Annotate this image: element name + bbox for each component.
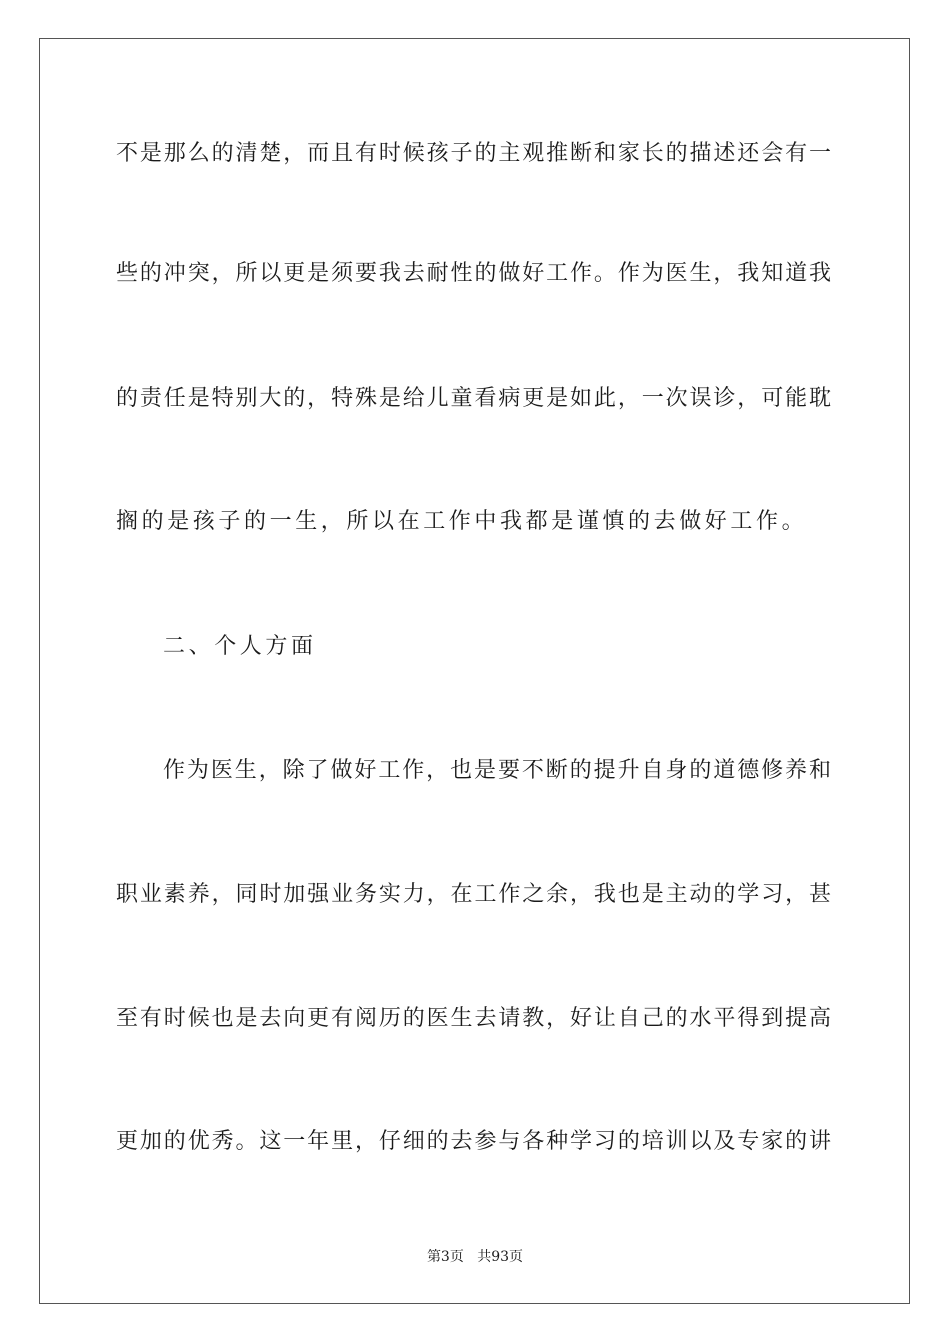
page-frame	[39, 38, 910, 1304]
page-footer	[0, 1247, 950, 1267]
body-line-2: 些的冲突，所以更是须要我去耐性的做好工作。作为医生，我知道我	[116, 261, 832, 286]
body-line-7: 职业素养，同时加强业务实力，在工作之余，我也是主动的学习，甚	[116, 882, 832, 907]
current-page-label: 第3页	[426, 1249, 464, 1265]
body-line-8: 至有时候也是去向更有阅历的医生去请教，好让自己的水平得到提高	[116, 1006, 832, 1031]
total-pages-label: 共93页	[477, 1249, 524, 1265]
body-line-6: 作为医生，除了做好工作，也是要不断的提升自身的道德修养和	[163, 758, 832, 783]
body-line-3: 的责任是特别大的，特殊是给儿童看病更是如此，一次误诊，可能耽	[116, 386, 832, 411]
body-line-1: 不是那么的清楚，而且有时候孩子的主观推断和家长的描述还会有一	[116, 141, 832, 166]
body-line-9: 更加的优秀。这一年里，仔细的去参与各种学习的培训以及专家的讲	[116, 1129, 832, 1154]
section-heading: 二、个人方面	[163, 634, 317, 659]
body-line-4: 搁的是孩子的一生，所以在工作中我都是谨慎的去做好工作。	[116, 509, 808, 534]
